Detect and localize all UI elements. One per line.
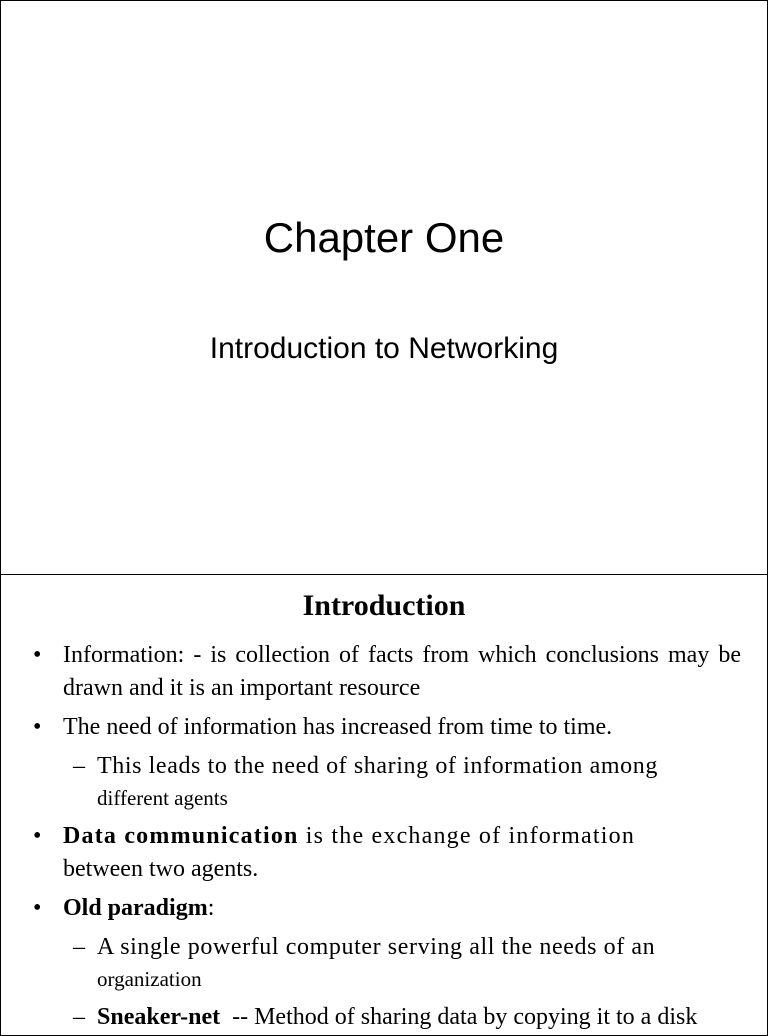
slide-heading: Introduction — [302, 589, 466, 622]
sub-bullet-text-line1: This leads to the need of sharing of information among — [97, 753, 658, 779]
bullet-text: : — [207, 895, 215, 921]
bullet-list — [1, 639, 767, 1036]
slide-introduction — [0, 574, 768, 1036]
bullet-icon: • — [33, 823, 42, 849]
sub-bullet-bold-term: Sneaker-net — [97, 1004, 221, 1030]
bullet-text: The need of information has increased from time to time. — [63, 714, 613, 740]
chapter-title: Chapter One — [263, 214, 505, 261]
dash-icon: – — [73, 753, 86, 779]
bullet-item — [1, 711, 767, 744]
bullet-text-cont: between two agents. — [63, 856, 259, 882]
sub-bullet-text-line1: A single powerful computer serving all the needs of an — [97, 934, 656, 960]
bullet-text: Information: - is collection of facts from which conclusions may be drawn and it is an important resource — [63, 642, 741, 701]
bullet-item — [1, 639, 767, 705]
sub-bullet-item — [1, 1001, 767, 1033]
bullet-item — [1, 892, 767, 925]
bullet-item — [1, 820, 767, 886]
sub-bullet-text-line2: different agents — [97, 786, 228, 810]
bullet-text: is the exchange of information — [298, 823, 636, 849]
bullet-icon: • — [33, 642, 42, 668]
sub-bullet-item — [1, 750, 767, 814]
bullet-icon: • — [33, 714, 42, 740]
bullet-bold-term: Old paradigm — [63, 895, 208, 921]
bullet-bold-term: Data communication — [63, 823, 299, 849]
dash-icon: – — [73, 1004, 85, 1030]
sub-bullet-item — [1, 931, 767, 995]
chapter-subtitle: Introduction to Networking — [209, 332, 559, 365]
sub-bullet-text-line2: organization — [97, 967, 202, 991]
dash-icon: – — [73, 934, 86, 960]
bullet-icon: • — [33, 895, 42, 921]
sub-bullet-text: -- Method of sharing data by copying it to a disk — [220, 1004, 698, 1030]
